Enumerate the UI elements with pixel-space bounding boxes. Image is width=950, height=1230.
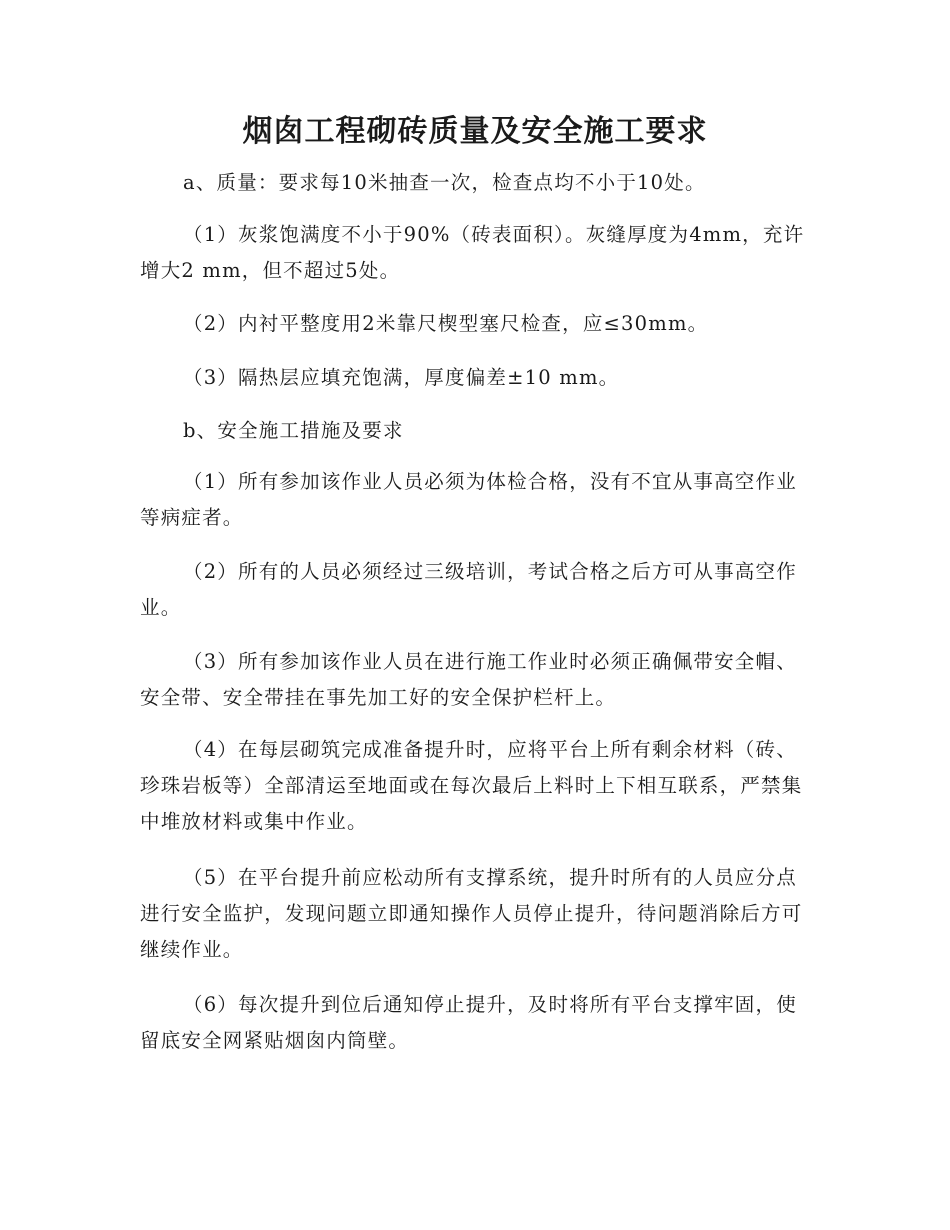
paragraph-safety-2: （2）所有的人员必须经过三级培训，考试合格之后方可从事高空作业。 <box>140 560 797 619</box>
paragraph-safety-1: （1）所有参加该作业人员必须为体检合格，没有不宜从事高空作业等病症者。 <box>140 470 797 529</box>
paragraph-safety-4: （4）在每层砌筑完成准备提升时，应将平台上所有剩余材料（砖、珍珠岩板等）全部清运至地面或在每次最后上料时上下相互联系，严禁集中堆放材料或集中作业。 <box>140 738 803 833</box>
paragraph-safety-5: （5）在平台提升前应松动所有支撑系统，提升时所有的人员应分点进行安全监护，发现问题立即通知操作人员停止提升，待问题消除后方可继续作业。 <box>140 866 803 961</box>
paragraph-quality-1: （1）灰浆饱满度不小于90%（砖表面积）。灰缝厚度为4mm，充许增大2 mm，但不超过5处。 <box>140 223 805 282</box>
document-title: 烟囱工程砌砖质量及安全施工要求 <box>242 114 708 149</box>
paragraph-safety-3: （3）所有参加该作业人员在进行施工作业时必须正确佩带安全帽、安全带、安全带挂在事先加工好的安全保护栏杆上。 <box>140 650 797 709</box>
paragraph-quality-heading: a、质量：要求每10米抽查一次，检查点均不小于10处。 <box>183 171 706 194</box>
paragraph-safety-heading: b、安全施工措施及要求 <box>183 419 404 442</box>
paragraph-quality-2: （2）内衬平整度用2米靠尺楔型塞尺检查，应≤30mm。 <box>183 312 709 335</box>
paragraph-quality-3: （3）隔热层应填充饱满，厚度偏差±10 mm。 <box>183 366 620 389</box>
paragraph-safety-6: （6）每次提升到位后通知停止提升，及时将所有平台支撑牢固，使留底安全网紧贴烟囱内筒壁。 <box>140 993 797 1052</box>
